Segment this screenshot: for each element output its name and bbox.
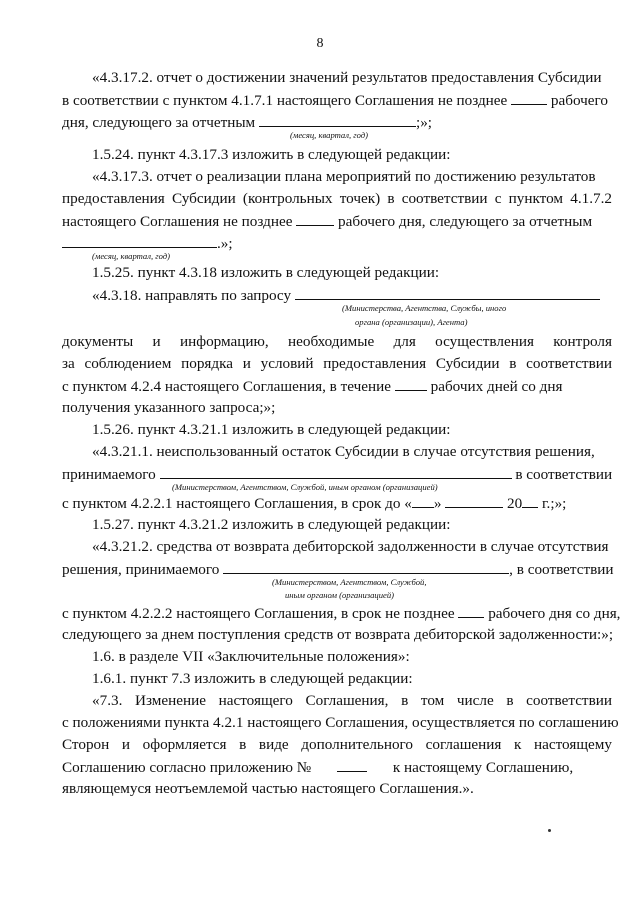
blank-field bbox=[295, 286, 600, 300]
text-line: «4.3.21.2. средства от возврата дебиторской задолженности в случае отсутствия bbox=[92, 538, 609, 555]
field-caption: (Министерством, Агентством, Службой, иным органом (организацией) bbox=[172, 482, 438, 492]
text-line: с положениями пункта 4.2.1 настоящего Соглашения, осуществляется по соглашению bbox=[62, 714, 619, 731]
blank-field bbox=[259, 113, 416, 127]
text-line: «4.3.17.2. отчет о достижении значений результатов предоставления Субсидии bbox=[92, 69, 602, 86]
text-line: 1.6.1. пункт 7.3 изложить в следующей редакции: bbox=[92, 670, 413, 687]
blank-field bbox=[160, 465, 512, 479]
text-line: «4.3.21.1. неиспользованный остаток Субсидии в случае отсутствия решения, bbox=[92, 443, 595, 460]
blank-field bbox=[445, 494, 503, 508]
blank-field bbox=[395, 377, 427, 391]
field-caption: органа (организации), Агента) bbox=[355, 317, 468, 327]
text-line: Соглашению согласно приложению № к настоящему Соглашению, bbox=[62, 759, 574, 776]
text-line: являющемуся неотъемлемой частью настоящего Соглашения.». bbox=[62, 780, 474, 797]
blank-field bbox=[458, 604, 484, 618]
text-line: с пунктом 4.2.4 настоящего Соглашения, в течение рабочих дней со дня bbox=[62, 378, 563, 395]
blank-field bbox=[62, 234, 217, 248]
text-line: документы и информацию, необходимые для осуществления контроля bbox=[62, 333, 612, 350]
text-line: решения, принимаемого , в соответствии bbox=[62, 561, 614, 578]
field-caption: иным органом (организацией) bbox=[285, 590, 395, 600]
text-line: 1.5.25. пункт 4.3.18 изложить в следующей редакции: bbox=[92, 264, 440, 281]
field-caption: (месяц, квартал, год) bbox=[92, 251, 171, 261]
text-line: принимаемого в соответствии bbox=[62, 466, 613, 483]
scan-speck bbox=[548, 829, 551, 832]
blank-field bbox=[511, 91, 547, 105]
blank-field bbox=[223, 560, 509, 574]
text-line: 1.6. в разделе VII «Заключительные положения»: bbox=[92, 648, 410, 665]
blank-field bbox=[296, 212, 334, 226]
text-line: 1.5.24. пункт 4.3.17.3 изложить в следующей редакции: bbox=[92, 146, 451, 163]
text-line: в соответствии с пунктом 4.1.7.1 настоящего Соглашения не позднее рабочего bbox=[62, 92, 608, 109]
text-line: за соблюдением порядка и условий предоставления Субсидии в соответствии bbox=[62, 355, 612, 372]
text-line: получения указанного запроса;»; bbox=[62, 399, 276, 416]
text-line: .»; bbox=[62, 234, 612, 253]
text-line: с пунктом 4.2.2.1 настоящего Соглашения, в срок до « » 20 г.;»; bbox=[62, 495, 567, 512]
blank-field bbox=[337, 758, 367, 772]
blank-field bbox=[522, 494, 538, 508]
text-line: предоставления Субсидии (контрольных точек) в соответствии с пунктом 4.1.7.2 bbox=[62, 190, 612, 207]
text-line: с пунктом 4.2.2.2 настоящего Соглашения, в срок не позднее рабочего дня со дня, bbox=[62, 605, 621, 622]
blank-field bbox=[412, 494, 434, 508]
text-line: «4.3.18. направлять по запросу bbox=[92, 286, 612, 305]
page-number: 8 bbox=[316, 36, 324, 51]
text-line: 1.5.26. пункт 4.3.21.1 изложить в следующей редакции: bbox=[92, 421, 451, 438]
text-line: дня, следующего за отчетным ;»; bbox=[62, 114, 433, 131]
text-line: следующего за днем поступления средств от возврата дебиторской задолженности:»; bbox=[62, 626, 614, 643]
field-caption: (месяц, квартал, год) bbox=[290, 130, 369, 140]
text-line: настоящего Соглашения не позднее рабочего дня, следующего за отчетным bbox=[62, 213, 593, 230]
text-line: «4.3.17.3. отчет о реализации плана мероприятий по достижению результатов bbox=[92, 168, 596, 185]
text-line: Сторон и оформляется в виде дополнительного соглашения к настоящему bbox=[62, 736, 612, 753]
text-line: 1.5.27. пункт 4.3.21.2 изложить в следующей редакции: bbox=[92, 516, 451, 533]
field-caption: (Министерства, Агентства, Службы, иного bbox=[342, 303, 507, 313]
text-line: «7.3. Изменение настоящего Соглашения, в том числе в соответствии bbox=[92, 692, 612, 709]
field-caption: (Министерством, Агентством, Службой, bbox=[272, 577, 427, 587]
